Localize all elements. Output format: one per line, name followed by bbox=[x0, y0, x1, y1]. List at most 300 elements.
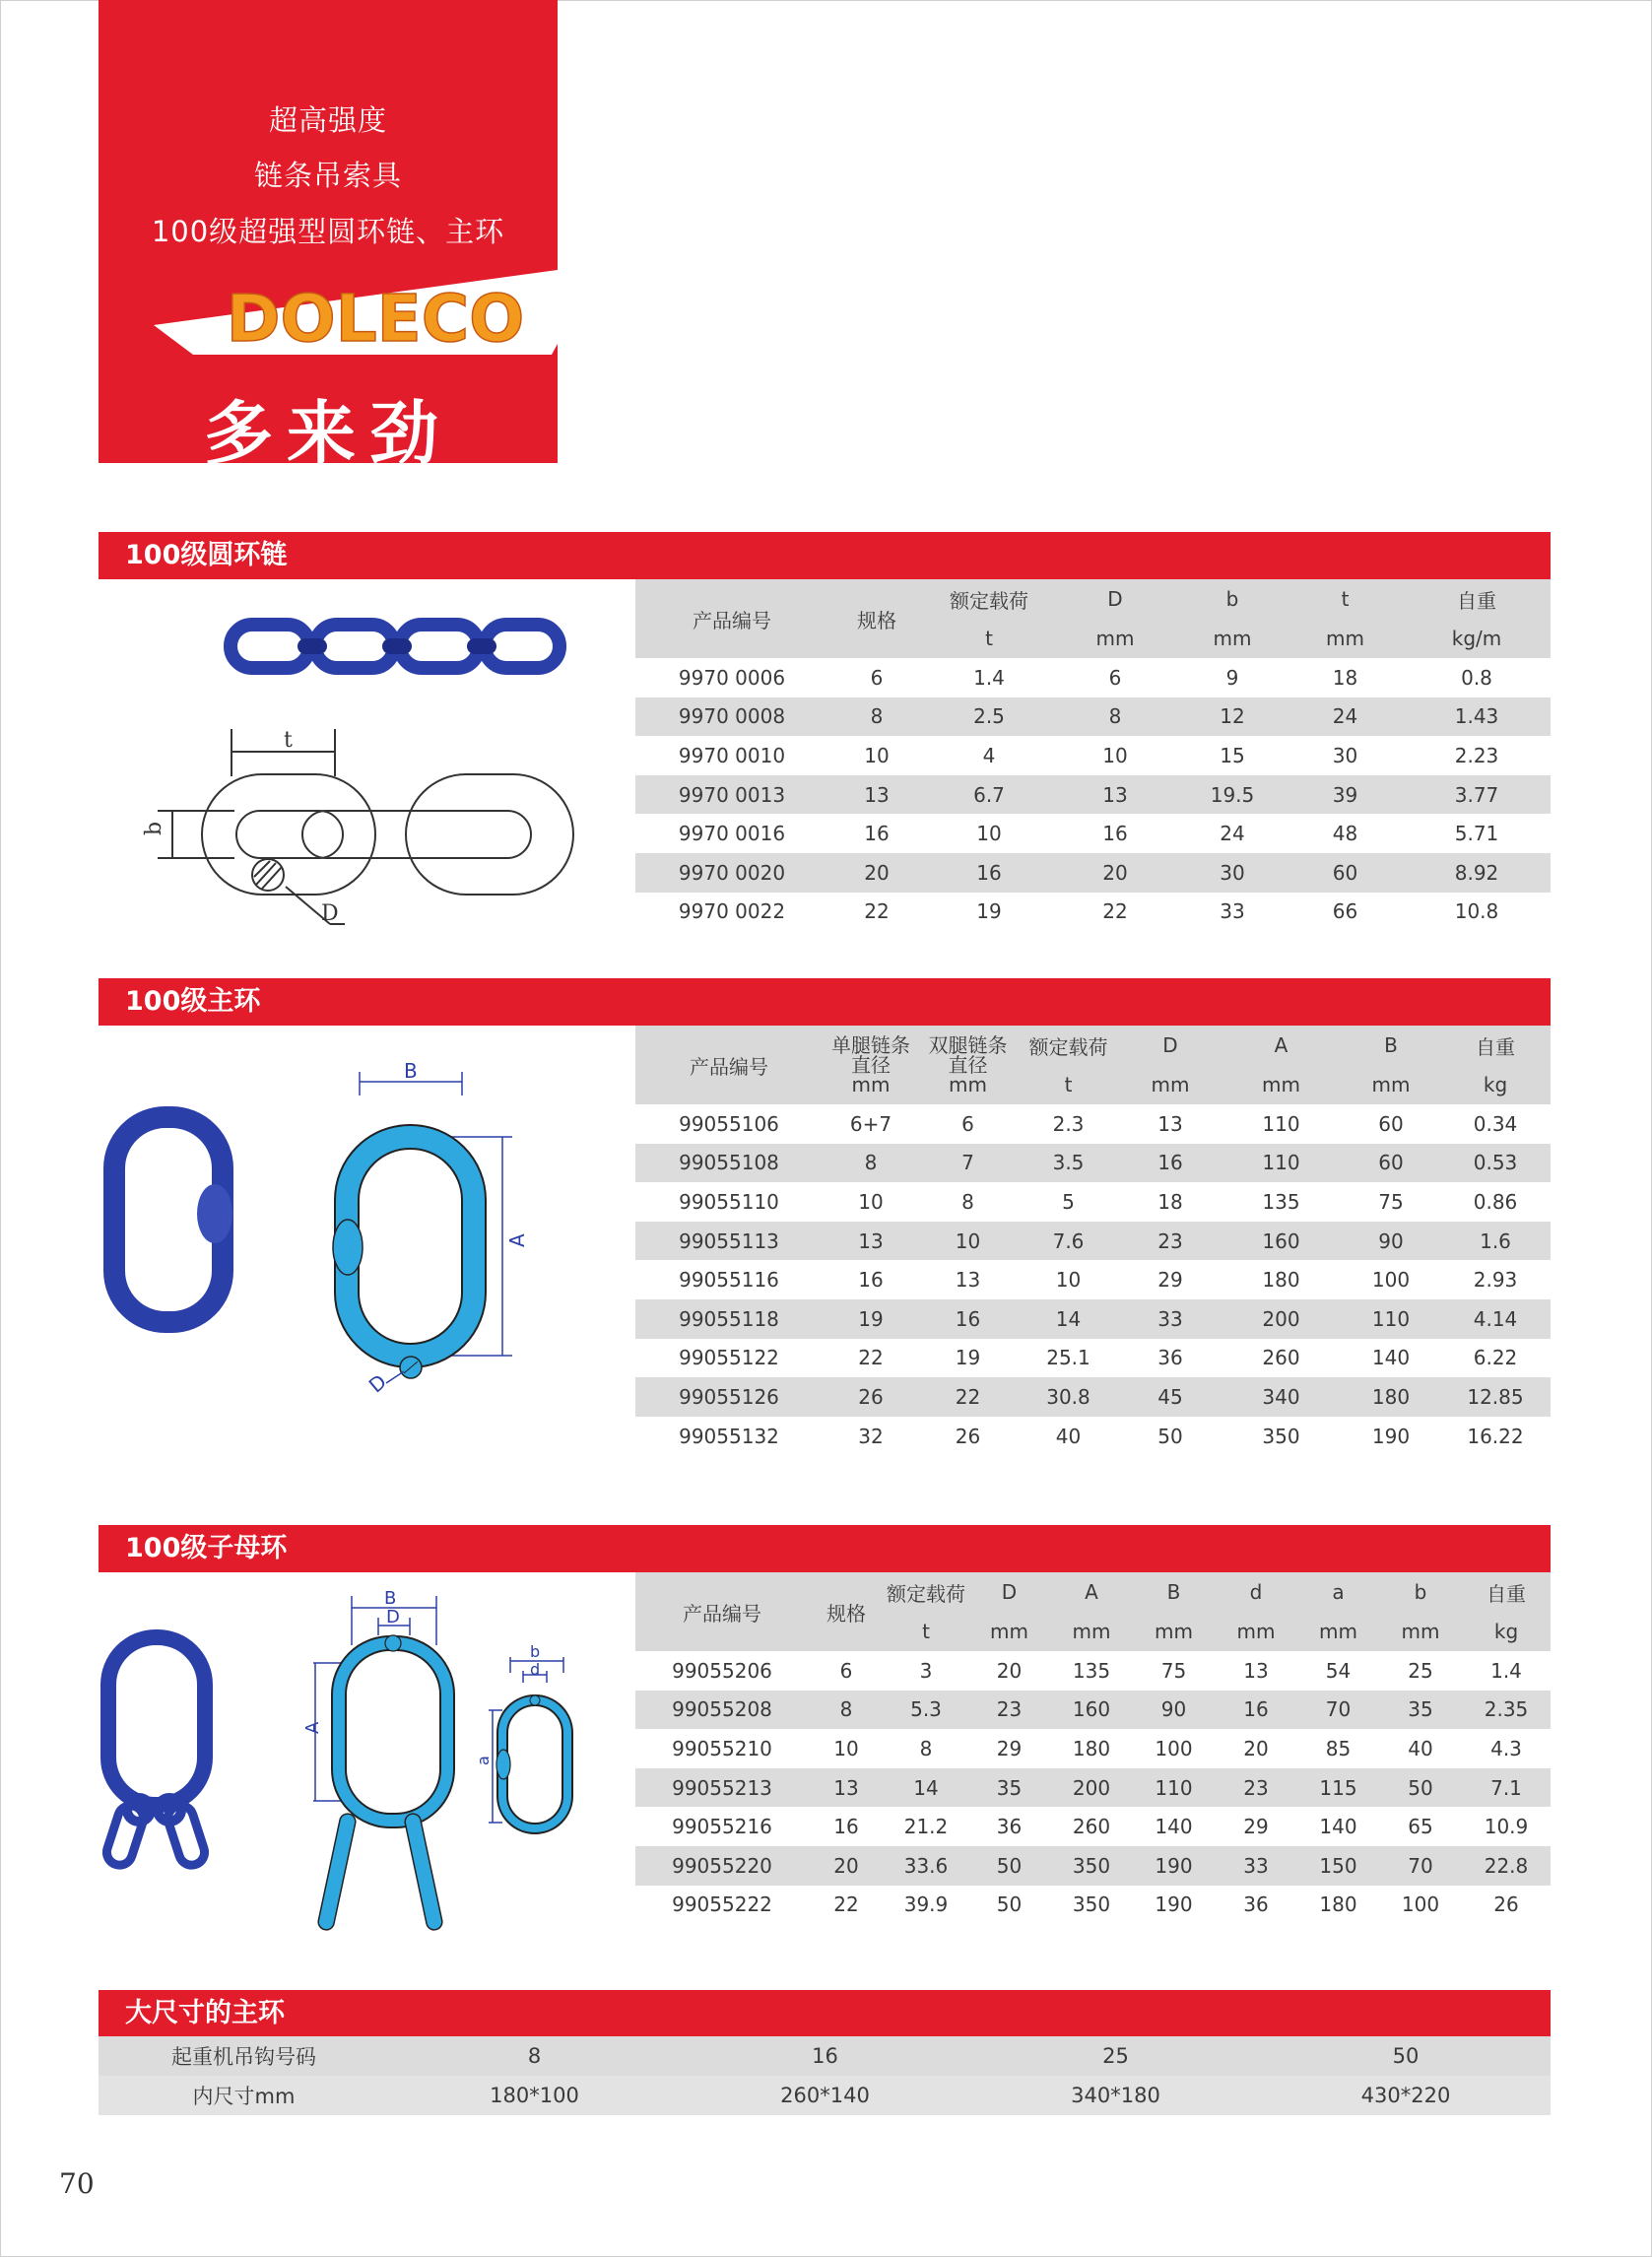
product-code-cell: 99055220 bbox=[635, 1846, 809, 1886]
table-cell: 8.92 bbox=[1403, 853, 1551, 893]
table-cell: 0.86 bbox=[1440, 1182, 1551, 1222]
table-cell: 50 bbox=[1261, 2036, 1551, 2076]
master-assembly-photo bbox=[95, 1627, 223, 1874]
table-row bbox=[635, 1651, 1551, 1691]
table-cell: 66 bbox=[1288, 893, 1403, 932]
table-cell: 0.34 bbox=[1440, 1104, 1551, 1144]
product-code-cell: 9970 0006 bbox=[635, 658, 828, 697]
dim-label-B: B bbox=[384, 1588, 397, 1609]
table-cell: 22 bbox=[828, 893, 925, 932]
table-cell: 22 bbox=[919, 1377, 1017, 1417]
table-cell: 2.23 bbox=[1403, 736, 1551, 775]
table-cell: 19.5 bbox=[1177, 775, 1288, 815]
table-cell: 26 bbox=[919, 1417, 1017, 1456]
table-cell: 16 bbox=[809, 1807, 884, 1846]
table-cell: 75 bbox=[1342, 1182, 1440, 1222]
table-row bbox=[635, 1417, 1551, 1456]
table-cell: 110 bbox=[1221, 1144, 1342, 1183]
product-code-cell: 9970 0022 bbox=[635, 893, 828, 932]
table-cell: 16 bbox=[828, 814, 925, 853]
header-line-1: 超高强度 bbox=[268, 103, 387, 137]
product-code-cell: 9970 0016 bbox=[635, 814, 828, 853]
table-cell: 33 bbox=[1177, 893, 1288, 932]
table-cell: 7.6 bbox=[1017, 1222, 1120, 1261]
dim-label-A: A bbox=[505, 1233, 529, 1247]
table-cell: 135 bbox=[1050, 1651, 1133, 1691]
table-row bbox=[635, 736, 1551, 775]
product-code-cell: 9970 0010 bbox=[635, 736, 828, 775]
table-row bbox=[635, 1144, 1551, 1183]
page-number: 70 bbox=[59, 2167, 95, 2200]
product-code-cell: 99055222 bbox=[635, 1886, 809, 1925]
table-cell: 6 bbox=[809, 1651, 884, 1691]
product-code-cell: 99055210 bbox=[635, 1729, 809, 1768]
table-cell: 110 bbox=[1221, 1104, 1342, 1144]
table-cell: 10 bbox=[823, 1182, 919, 1222]
table-cell: 3.5 bbox=[1017, 1144, 1120, 1183]
table-cell: 2.5 bbox=[925, 697, 1053, 737]
table-cell: 40 bbox=[1379, 1729, 1462, 1768]
table-cell: 13 bbox=[828, 775, 925, 815]
product-code-cell: 99055206 bbox=[635, 1651, 809, 1691]
table-cell: 5.71 bbox=[1403, 814, 1551, 853]
table-cell: 1.43 bbox=[1403, 697, 1551, 737]
product-code-cell: 99055216 bbox=[635, 1807, 809, 1846]
dim-label-d: d bbox=[530, 1660, 541, 1679]
master-link-diagram bbox=[325, 1062, 542, 1402]
table-cell: 18 bbox=[1288, 658, 1403, 697]
table-cell: 6 bbox=[1053, 658, 1177, 697]
table-cell: 54 bbox=[1297, 1651, 1379, 1691]
table-cell: 33.6 bbox=[884, 1846, 968, 1886]
table-cell: 35 bbox=[1379, 1691, 1462, 1730]
table-cell: 60 bbox=[1342, 1104, 1440, 1144]
table-cell: 150 bbox=[1297, 1846, 1379, 1886]
table-cell: 16 bbox=[925, 853, 1053, 893]
table-cell: 23 bbox=[1215, 1768, 1297, 1808]
table-cell: 2.93 bbox=[1440, 1260, 1551, 1299]
table-cell: 135 bbox=[1221, 1182, 1342, 1222]
table-row bbox=[99, 2036, 1551, 2076]
table-cell: 35 bbox=[968, 1768, 1050, 1808]
table-cell: 24 bbox=[1288, 697, 1403, 737]
table-cell: 16.22 bbox=[1440, 1417, 1551, 1456]
table-cell: 13 bbox=[1053, 775, 1177, 815]
product-code-cell: 99055208 bbox=[635, 1691, 809, 1730]
table-cell: 190 bbox=[1133, 1846, 1215, 1886]
table-cell: 16 bbox=[680, 2036, 970, 2076]
table-cell: 50 bbox=[1379, 1768, 1462, 1808]
table-cell: 22.8 bbox=[1462, 1846, 1551, 1886]
table-cell: 29 bbox=[1120, 1260, 1221, 1299]
table-cell: 1.4 bbox=[925, 658, 1053, 697]
table-cell: 20 bbox=[968, 1651, 1050, 1691]
table-row bbox=[635, 1729, 1551, 1768]
unit-weight: kg bbox=[1462, 1612, 1551, 1651]
table-cell: 25.1 bbox=[1017, 1339, 1120, 1378]
table-cell: 10 bbox=[828, 736, 925, 775]
table-cell: 430*220 bbox=[1261, 2076, 1551, 2115]
table-cell: 6 bbox=[828, 658, 925, 697]
section-title-master-assembly: 100级子母环 bbox=[99, 1525, 1551, 1572]
table-cell: 36 bbox=[968, 1807, 1050, 1846]
dim-label-D: D bbox=[363, 1369, 391, 1398]
table-cell: 110 bbox=[1342, 1299, 1440, 1339]
col-header-load: 额定载荷 bbox=[1017, 1026, 1120, 1065]
unit-load: t bbox=[1017, 1065, 1120, 1104]
table-cell: 10.9 bbox=[1462, 1807, 1551, 1846]
table-cell: 22 bbox=[823, 1339, 919, 1378]
table-cell: 200 bbox=[1050, 1768, 1133, 1808]
table-cell: 36 bbox=[1215, 1886, 1297, 1925]
table-cell: 8 bbox=[919, 1182, 1017, 1222]
table-cell: 4.14 bbox=[1440, 1299, 1551, 1339]
table-cell: 12.85 bbox=[1440, 1377, 1551, 1417]
table-cell: 8 bbox=[389, 2036, 680, 2076]
table-cell: 5 bbox=[1017, 1182, 1120, 1222]
table-cell: 20 bbox=[1053, 853, 1177, 893]
table-row bbox=[635, 893, 1551, 932]
table-cell: 13 bbox=[1215, 1651, 1297, 1691]
table-cell: 5.3 bbox=[884, 1691, 968, 1730]
table-cell: 180 bbox=[1297, 1886, 1379, 1925]
product-code-cell: 99055118 bbox=[635, 1299, 823, 1339]
table-cell: 10 bbox=[925, 814, 1053, 853]
table-cell: 30.8 bbox=[1017, 1377, 1120, 1417]
table-cell: 350 bbox=[1050, 1846, 1133, 1886]
col-header-t: t bbox=[1288, 579, 1403, 619]
table-row bbox=[635, 1222, 1551, 1261]
unit-load: t bbox=[884, 1612, 968, 1651]
header-line-2: 链条吊索具 bbox=[253, 159, 402, 192]
table-row bbox=[635, 1846, 1551, 1886]
col-header-spec: 规格 bbox=[809, 1572, 884, 1651]
table-row bbox=[635, 1691, 1551, 1730]
table-cell: 8 bbox=[828, 697, 925, 737]
table-cell: 60 bbox=[1288, 853, 1403, 893]
col-header-load: 额定载荷 bbox=[925, 579, 1053, 619]
table-cell: 140 bbox=[1133, 1807, 1215, 1846]
dim-label-B: B bbox=[404, 1062, 418, 1083]
unit-weight: kg/m bbox=[1403, 619, 1551, 658]
table-cell: 22 bbox=[809, 1886, 884, 1925]
table-row bbox=[635, 1104, 1551, 1144]
table-cell: 190 bbox=[1133, 1886, 1215, 1925]
table-row bbox=[635, 1299, 1551, 1339]
table-cell: 16 bbox=[919, 1299, 1017, 1339]
table-cell: 350 bbox=[1050, 1886, 1133, 1925]
table-row bbox=[635, 1339, 1551, 1378]
section-title-large-master-link: 大尺寸的主环 bbox=[99, 1990, 1551, 2037]
table-cell: 70 bbox=[1297, 1691, 1379, 1730]
table-cell: 14 bbox=[1017, 1299, 1120, 1339]
col-header-a: a bbox=[1297, 1572, 1379, 1612]
logo-text: DOLECO bbox=[226, 281, 525, 355]
table-cell: 6 bbox=[919, 1104, 1017, 1144]
master-assembly-spec-table bbox=[635, 1572, 1551, 1924]
table-cell: 200 bbox=[1221, 1299, 1342, 1339]
row-label-hook-number: 起重机吊钩号码 bbox=[99, 2036, 389, 2076]
col-header-D: D bbox=[1120, 1026, 1221, 1065]
table-cell: 3.77 bbox=[1403, 775, 1551, 815]
master-assembly-diagram bbox=[296, 1586, 581, 1931]
col-header-D: D bbox=[968, 1572, 1050, 1612]
table-cell: 40 bbox=[1017, 1417, 1120, 1456]
table-cell: 13 bbox=[1120, 1104, 1221, 1144]
table-cell: 160 bbox=[1050, 1691, 1133, 1730]
table-cell: 100 bbox=[1133, 1729, 1215, 1768]
table-cell: 23 bbox=[1120, 1222, 1221, 1261]
table-row bbox=[635, 853, 1551, 893]
table-cell: 26 bbox=[1462, 1886, 1551, 1925]
table-cell: 8 bbox=[1053, 697, 1177, 737]
table-cell: 1.4 bbox=[1462, 1651, 1551, 1691]
table-cell: 36 bbox=[1120, 1339, 1221, 1378]
table-cell: 2.3 bbox=[1017, 1104, 1120, 1144]
table-cell: 23 bbox=[968, 1691, 1050, 1730]
table-cell: 33 bbox=[1120, 1299, 1221, 1339]
table-cell: 8 bbox=[809, 1691, 884, 1730]
section-title-master-link: 100级主环 bbox=[99, 978, 1551, 1026]
master-link-spec-table bbox=[635, 1026, 1551, 1455]
table-cell: 340*180 bbox=[970, 2076, 1261, 2115]
section-title-round-chain: 100级圆环链 bbox=[99, 532, 1551, 579]
table-cell: 39.9 bbox=[884, 1886, 968, 1925]
unit-d: mm bbox=[1215, 1612, 1297, 1651]
logo-chinese-name: 多来劲 bbox=[204, 392, 452, 474]
large-master-link-table bbox=[99, 2036, 1551, 2115]
unit-weight: kg bbox=[1440, 1065, 1551, 1104]
product-code-cell: 99055106 bbox=[635, 1104, 823, 1144]
col-header-load: 额定载荷 bbox=[884, 1572, 968, 1612]
table-cell: 8 bbox=[823, 1144, 919, 1183]
table-cell: 26 bbox=[823, 1377, 919, 1417]
table-cell: 260 bbox=[1050, 1807, 1133, 1846]
col-header-weight: 自重 bbox=[1403, 579, 1551, 619]
col-header-b: b bbox=[1379, 1572, 1462, 1612]
dim-label-A: A bbox=[302, 1721, 323, 1734]
table-cell: 21.2 bbox=[884, 1807, 968, 1846]
col-header-code: 产品编号 bbox=[635, 1572, 809, 1651]
doleco-logo bbox=[154, 264, 601, 355]
table-cell: 16 bbox=[1215, 1691, 1297, 1730]
row-label-inner-size: 内尺寸mm bbox=[99, 2076, 389, 2115]
table-cell: 6.7 bbox=[925, 775, 1053, 815]
table-cell: 10 bbox=[1053, 736, 1177, 775]
product-code-cell: 99055126 bbox=[635, 1377, 823, 1417]
table-row bbox=[635, 1886, 1551, 1925]
table-cell: 45 bbox=[1120, 1377, 1221, 1417]
product-code-cell: 9970 0020 bbox=[635, 853, 828, 893]
dim-label-b: b bbox=[142, 821, 166, 835]
table-cell: 24 bbox=[1177, 814, 1288, 853]
table-cell: 180 bbox=[1050, 1729, 1133, 1768]
header-line-3: 100级超强型圆环链、主环 bbox=[151, 215, 505, 248]
dim-label-D: D bbox=[321, 901, 339, 926]
table-cell: 14 bbox=[884, 1768, 968, 1808]
col-header-double-leg: 双腿链条 直径 mm bbox=[919, 1026, 1017, 1104]
table-cell: 0.8 bbox=[1403, 658, 1551, 697]
table-row bbox=[635, 1768, 1551, 1808]
table-row bbox=[635, 1377, 1551, 1417]
unit-a: mm bbox=[1297, 1612, 1379, 1651]
table-cell: 25 bbox=[1379, 1651, 1462, 1691]
table-cell: 50 bbox=[968, 1886, 1050, 1925]
table-cell: 4 bbox=[925, 736, 1053, 775]
table-row bbox=[635, 775, 1551, 815]
product-code-cell: 99055116 bbox=[635, 1260, 823, 1299]
col-header-weight: 自重 bbox=[1440, 1026, 1551, 1065]
table-cell: 7.1 bbox=[1462, 1768, 1551, 1808]
unit-B: mm bbox=[1342, 1065, 1440, 1104]
table-cell: 15 bbox=[1177, 736, 1288, 775]
table-cell: 20 bbox=[1215, 1729, 1297, 1768]
col-header-weight: 自重 bbox=[1462, 1572, 1551, 1612]
table-cell: 32 bbox=[823, 1417, 919, 1456]
product-code-cell: 9970 0008 bbox=[635, 697, 828, 737]
table-cell: 30 bbox=[1288, 736, 1403, 775]
product-code-cell: 99055132 bbox=[635, 1417, 823, 1456]
table-cell: 6+7 bbox=[823, 1104, 919, 1144]
product-code-cell: 99055213 bbox=[635, 1768, 809, 1808]
table-cell: 190 bbox=[1342, 1417, 1440, 1456]
table-cell: 29 bbox=[968, 1729, 1050, 1768]
unit-A: mm bbox=[1221, 1065, 1342, 1104]
table-cell: 8 bbox=[884, 1729, 968, 1768]
col-header-code: 产品编号 bbox=[635, 1026, 823, 1104]
table-cell: 0.53 bbox=[1440, 1144, 1551, 1183]
dim-label-t: t bbox=[284, 728, 293, 753]
unit-B: mm bbox=[1133, 1612, 1215, 1651]
col-header-A: A bbox=[1221, 1026, 1342, 1065]
table-cell: 50 bbox=[968, 1846, 1050, 1886]
table-row bbox=[635, 1807, 1551, 1846]
dim-label-D: D bbox=[386, 1607, 400, 1627]
unit-load: t bbox=[925, 619, 1053, 658]
table-cell: 260*140 bbox=[680, 2076, 970, 2115]
header-banner bbox=[99, 0, 558, 474]
table-cell: 20 bbox=[809, 1846, 884, 1886]
table-cell: 20 bbox=[828, 853, 925, 893]
round-chain-photo bbox=[221, 609, 567, 684]
table-cell: 39 bbox=[1288, 775, 1403, 815]
table-row bbox=[635, 1260, 1551, 1299]
col-header-b: b bbox=[1177, 579, 1288, 619]
table-row bbox=[635, 814, 1551, 853]
table-cell: 260 bbox=[1221, 1339, 1342, 1378]
unit-D: mm bbox=[968, 1612, 1050, 1651]
table-cell: 160 bbox=[1221, 1222, 1342, 1261]
table-cell: 30 bbox=[1177, 853, 1288, 893]
table-cell: 13 bbox=[919, 1260, 1017, 1299]
table-cell: 19 bbox=[823, 1299, 919, 1339]
table-row bbox=[635, 697, 1551, 737]
table-cell: 100 bbox=[1342, 1260, 1440, 1299]
round-chain-spec-table bbox=[635, 579, 1551, 931]
table-cell: 6.22 bbox=[1440, 1339, 1551, 1378]
table-cell: 110 bbox=[1133, 1768, 1215, 1808]
unit-D: mm bbox=[1053, 619, 1177, 658]
product-code-cell: 9970 0013 bbox=[635, 775, 828, 815]
product-code-cell: 99055122 bbox=[635, 1339, 823, 1378]
table-cell: 340 bbox=[1221, 1377, 1342, 1417]
unit-A: mm bbox=[1050, 1612, 1133, 1651]
col-header-B: B bbox=[1133, 1572, 1215, 1612]
table-cell: 13 bbox=[809, 1768, 884, 1808]
table-cell: 180*100 bbox=[389, 2076, 680, 2115]
table-cell: 85 bbox=[1297, 1729, 1379, 1768]
table-cell: 75 bbox=[1133, 1651, 1215, 1691]
table-cell: 25 bbox=[970, 2036, 1261, 2076]
table-cell: 350 bbox=[1221, 1417, 1342, 1456]
table-cell: 16 bbox=[1053, 814, 1177, 853]
table-cell: 65 bbox=[1379, 1807, 1462, 1846]
table-row bbox=[635, 658, 1551, 697]
col-header-D: D bbox=[1053, 579, 1177, 619]
table-cell: 13 bbox=[823, 1222, 919, 1261]
col-header-spec: 规格 bbox=[828, 579, 925, 658]
table-cell: 16 bbox=[823, 1260, 919, 1299]
col-header-B: B bbox=[1342, 1026, 1440, 1065]
table-cell: 10.8 bbox=[1403, 893, 1551, 932]
table-cell: 9 bbox=[1177, 658, 1288, 697]
table-cell: 10 bbox=[919, 1222, 1017, 1261]
table-cell: 10 bbox=[1017, 1260, 1120, 1299]
table-cell: 7 bbox=[919, 1144, 1017, 1183]
product-code-cell: 99055108 bbox=[635, 1144, 823, 1183]
table-cell: 18 bbox=[1120, 1182, 1221, 1222]
table-cell: 33 bbox=[1215, 1846, 1297, 1886]
master-link-photo bbox=[99, 1103, 246, 1340]
unit-b: mm bbox=[1379, 1612, 1462, 1651]
table-cell: 60 bbox=[1342, 1144, 1440, 1183]
table-cell: 90 bbox=[1133, 1691, 1215, 1730]
table-cell: 19 bbox=[919, 1339, 1017, 1378]
col-header-code: 产品编号 bbox=[635, 579, 828, 658]
col-header-A: A bbox=[1050, 1572, 1133, 1612]
col-header-single-leg: 单腿链条 直径 mm bbox=[823, 1026, 919, 1104]
table-cell: 180 bbox=[1342, 1377, 1440, 1417]
unit-b: mm bbox=[1177, 619, 1288, 658]
table-cell: 100 bbox=[1379, 1886, 1462, 1925]
table-cell: 19 bbox=[925, 893, 1053, 932]
unit-t: mm bbox=[1288, 619, 1403, 658]
table-cell: 140 bbox=[1342, 1339, 1440, 1378]
table-cell: 140 bbox=[1297, 1807, 1379, 1846]
table-cell: 115 bbox=[1297, 1768, 1379, 1808]
table-cell: 48 bbox=[1288, 814, 1403, 853]
table-row bbox=[99, 2076, 1551, 2115]
table-cell: 50 bbox=[1120, 1417, 1221, 1456]
table-cell: 3 bbox=[884, 1651, 968, 1691]
product-code-cell: 99055110 bbox=[635, 1182, 823, 1222]
table-cell: 12 bbox=[1177, 697, 1288, 737]
product-code-cell: 99055113 bbox=[635, 1222, 823, 1261]
dim-label-a: a bbox=[474, 1756, 493, 1765]
dim-label-b: b bbox=[530, 1642, 541, 1661]
table-cell: 180 bbox=[1221, 1260, 1342, 1299]
table-cell: 90 bbox=[1342, 1222, 1440, 1261]
table-cell: 16 bbox=[1120, 1144, 1221, 1183]
table-cell: 2.35 bbox=[1462, 1691, 1551, 1730]
table-cell: 70 bbox=[1379, 1846, 1462, 1886]
table-cell: 1.6 bbox=[1440, 1222, 1551, 1261]
table-cell: 4.3 bbox=[1462, 1729, 1551, 1768]
table-cell: 29 bbox=[1215, 1807, 1297, 1846]
table-row bbox=[635, 1182, 1551, 1222]
unit-D: mm bbox=[1120, 1065, 1221, 1104]
table-cell: 10 bbox=[809, 1729, 884, 1768]
